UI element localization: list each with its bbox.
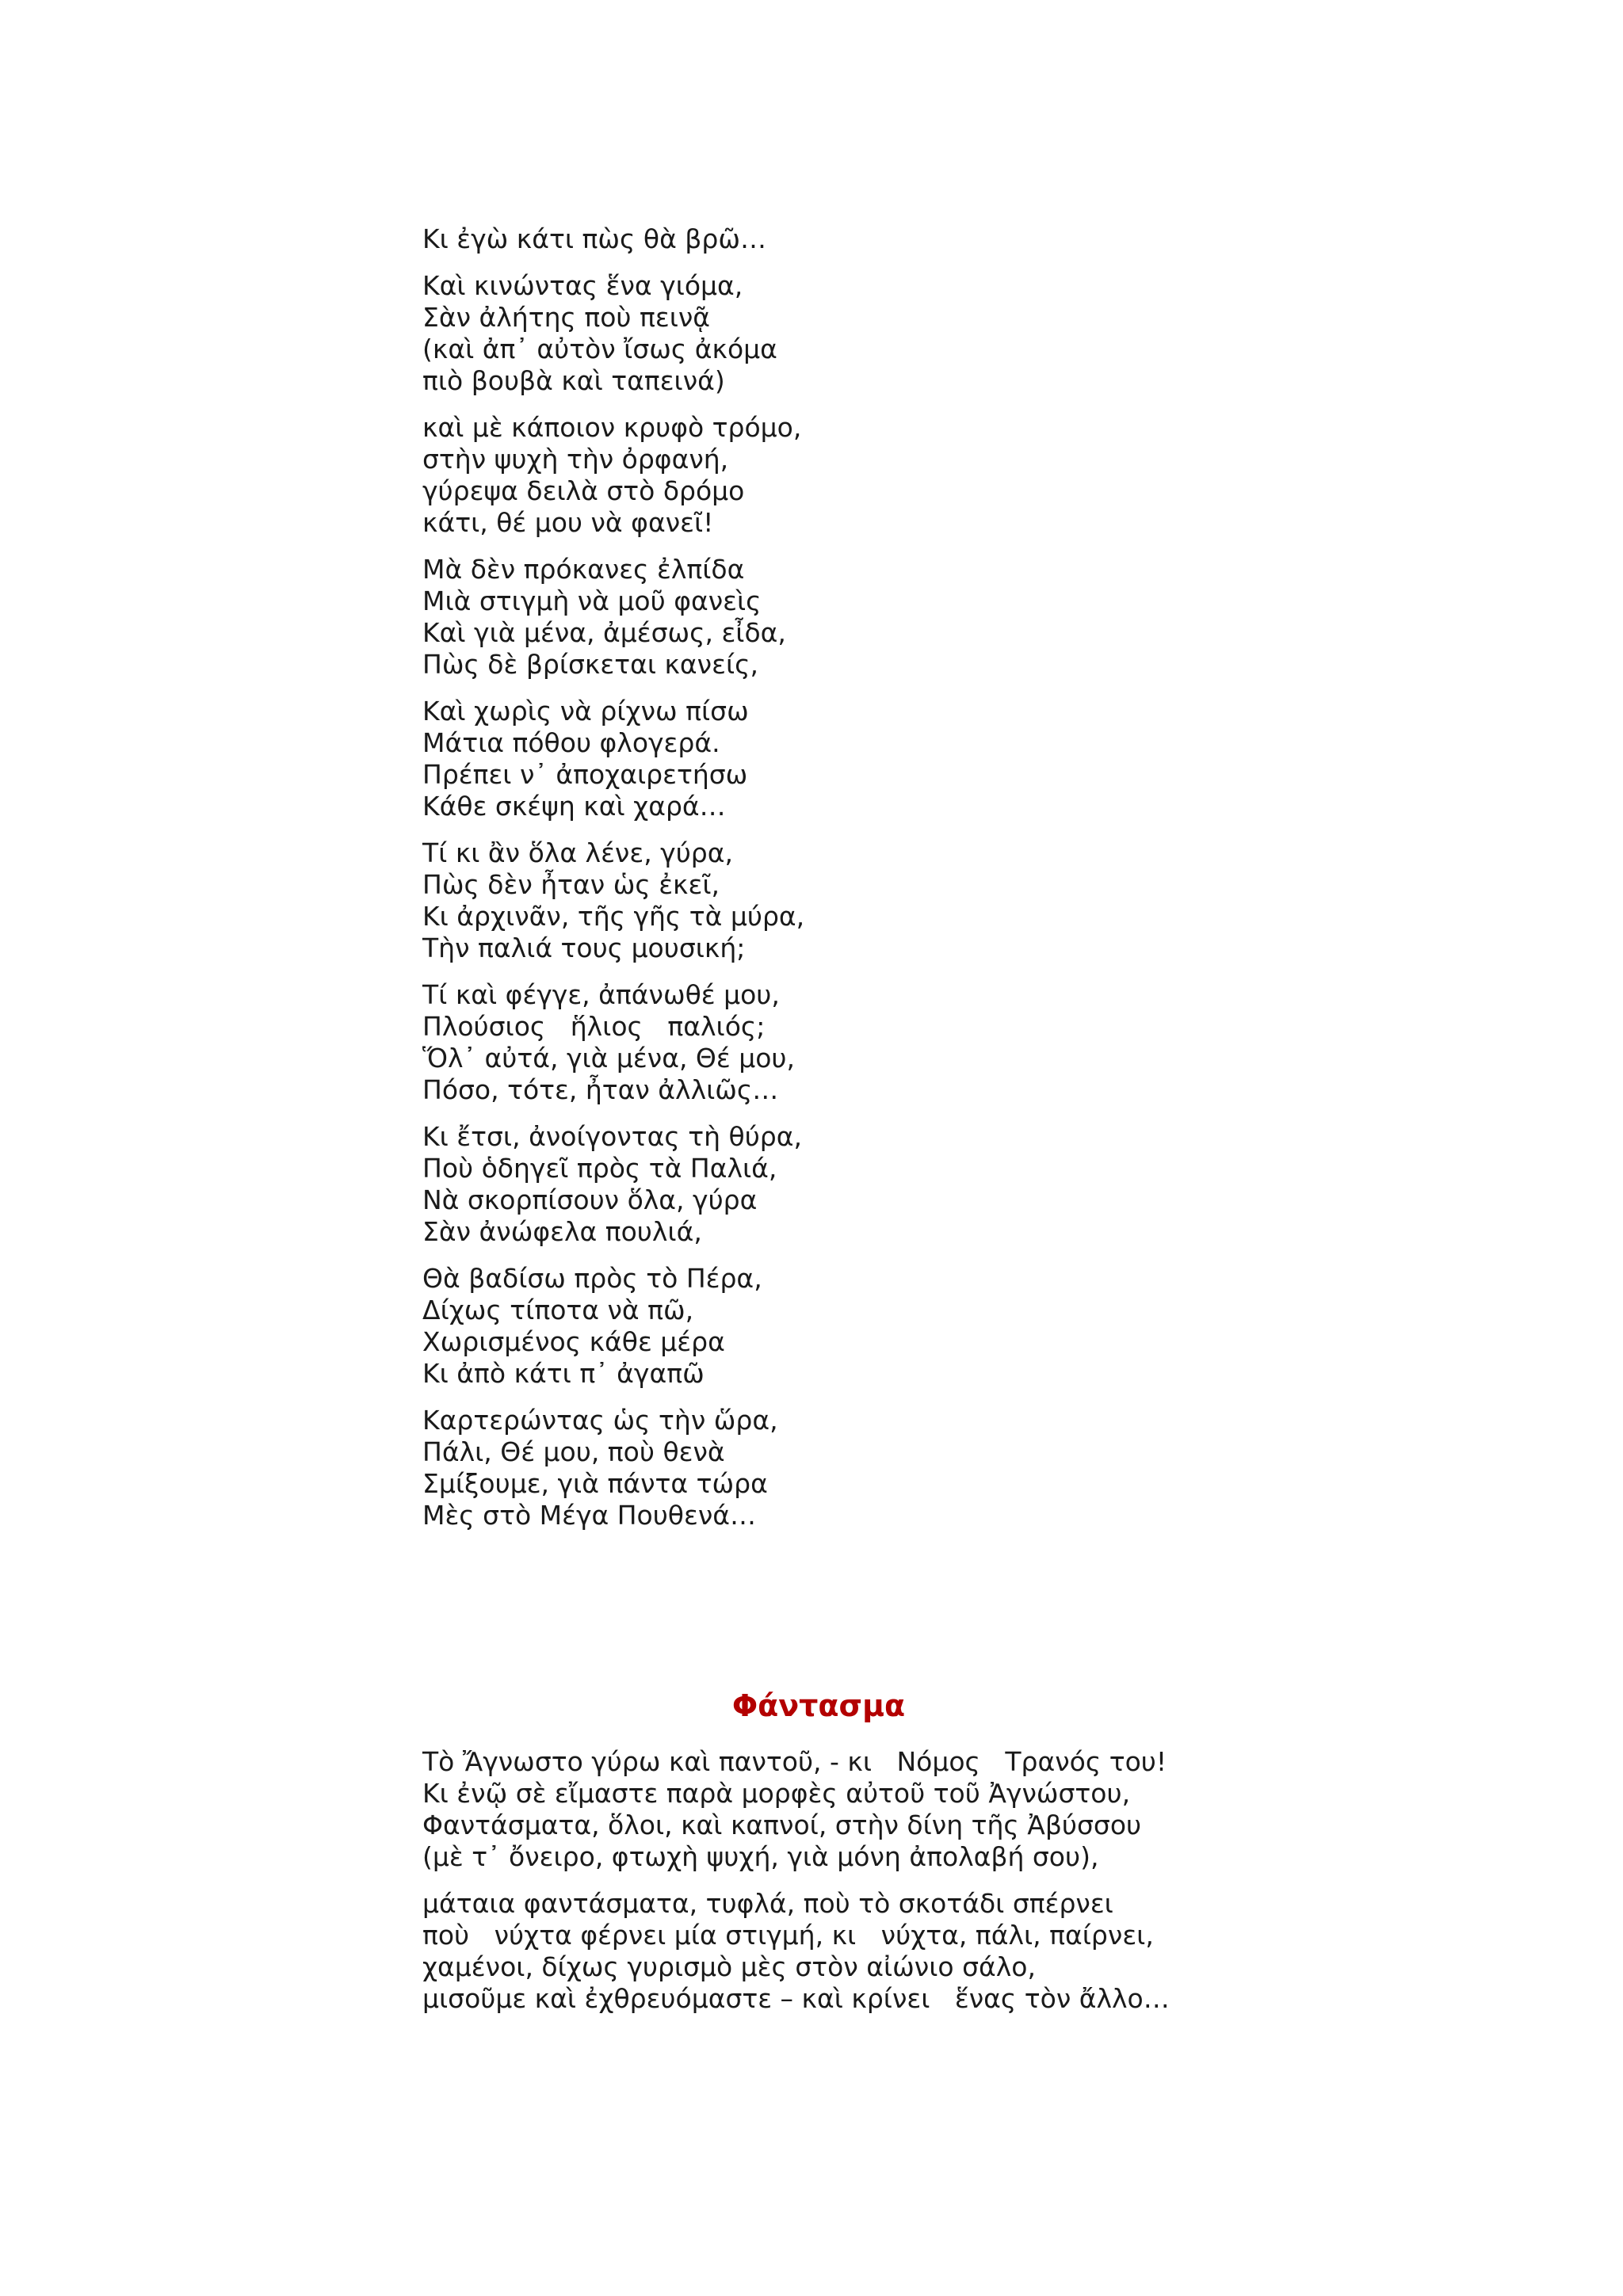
stanza-9: [422, 1263, 1294, 1390]
verse-line: Καὶ γιὰ μένα, ἀμέσως, εἶδα,: [422, 617, 786, 648]
poem-fantasma: [422, 1746, 1373, 2030]
verse-line: μάταια φαντάσματα, τυφλά, ποὺ τὸ σκοτάδι σπέρνει: [422, 1888, 1113, 1919]
verse-line: (καὶ ἀπ᾽ αὐτὸν ἴσως ἀκόμα: [422, 334, 777, 364]
verse-line: Μιὰ στιγμὴ νὰ μοῦ φανεὶς: [422, 585, 762, 616]
stanza-6: [422, 837, 1294, 964]
stanza-2: [422, 270, 1294, 397]
verse-line: Σὰν ἀνώφελα πουλιά,: [422, 1216, 702, 1247]
verse-line: Νὰ σκορπίσουν ὅλα, γύρα: [422, 1184, 758, 1215]
verse-line: Τὴν παλιά τους μουσική;: [422, 933, 746, 963]
stanza-4: [422, 554, 1294, 681]
verse-line: Δίχως τίποτα νὰ πῶ,: [422, 1295, 694, 1325]
verse-line: Πὼς δὲ βρίσκεται κανείς,: [422, 649, 758, 680]
verse-line: Πλούσιος ἥλιος παλιός;: [422, 1011, 766, 1042]
stanza-1: [422, 1746, 1373, 1873]
verse-line: (μὲ τ᾽ ὄνειρο, φτωχὴ ψυχή, γιὰ μόνη ἀπολαβή σου),: [422, 1841, 1099, 1872]
verse-line: στὴν ψυχὴ τὴν ὀρφανή,: [422, 444, 729, 475]
stanza-7: [422, 979, 1294, 1106]
verse-line: Κι ἐγὼ κάτι πὼς θὰ βρῶ…: [422, 223, 766, 254]
verse-line: Σμίξουμε, γιὰ πάντα τώρα: [422, 1468, 768, 1499]
verse-line: χαμένοι, δίχως γυρισμὸ μὲς στὸν αἰώνιο σάλο,: [422, 1951, 1036, 1982]
stanza-8: [422, 1121, 1294, 1248]
verse-line: Κι ἀπὸ κάτι π᾽ ἀγαπῶ: [422, 1358, 705, 1389]
verse-line: μισοῦμε καὶ ἐχθρευόμαστε – καὶ κρίνει ἕνας τὸν ἄλλο…: [422, 1983, 1170, 2014]
verse-line: Κι ἐνῷ σὲ εἴμαστε παρὰ μορφὲς αὐτοῦ τοῦ Ἀγνώστου,: [422, 1778, 1131, 1809]
verse-line: πιὸ βουβὰ καὶ ταπεινά): [422, 365, 725, 396]
verse-line: Πάλι, Θέ μου, ποὺ θενὰ: [422, 1436, 725, 1467]
verse-line: Τί καὶ φέγγε, ἀπάνωθέ μου,: [422, 979, 780, 1010]
verse-line: καὶ μὲ κάποιον κρυφὸ τρόμο,: [422, 412, 802, 443]
verse-line: Κι ἔτσι, ἀνοίγοντας τὴ θύρα,: [422, 1121, 802, 1152]
stanza-10: [422, 1405, 1294, 1531]
poem-continuation: [422, 223, 1294, 1547]
verse-line: Κάθε σκέψη καὶ χαρά…: [422, 791, 726, 822]
verse-line: Καρτερώντας ὡς τὴν ὥρα,: [422, 1405, 778, 1436]
verse-line: Πὼς δὲν ἦταν ὡς ἐκεῖ,: [422, 869, 720, 900]
verse-line: Μάτια πόθου φλογερά.: [422, 727, 720, 758]
verse-line: Τί κι ἂν ὅλα λένε, γύρα,: [422, 837, 733, 868]
verse-line: Πρέπει ν᾽ ἀποχαιρετήσω: [422, 759, 748, 790]
verse-line: Φαντάσματα, ὅλοι, καὶ καπνοί, στὴν δίνη τῆς Ἀβύσσου: [422, 1810, 1142, 1840]
verse-line: Πόσο, τότε, ἦταν ἀλλιῶς…: [422, 1074, 779, 1105]
verse-line: Χωρισμένος κάθε μέρα: [422, 1326, 725, 1357]
verse-line: κάτι, θέ μου νὰ φανεῖ!: [422, 507, 714, 538]
verse-line: Μὲς στὸ Μέγα Πουθενά…: [422, 1500, 757, 1531]
verse-line: Ὅλ᾽ αὐτά, γιὰ μένα, Θέ μου,: [422, 1043, 795, 1074]
verse-line: Ποὺ ὁδηγεῖ πρὸς τὰ Παλιά,: [422, 1153, 777, 1184]
stanza-1: [422, 223, 1294, 255]
verse-line: Μὰ δὲν πρόκανες ἐλπίδα: [422, 554, 745, 585]
verse-line: ποὺ νύχτα φέρνει μία στιγμή, κι νύχτα, πάλι, παίρνει,: [422, 1920, 1154, 1951]
stanza-2: [422, 1888, 1373, 2015]
verse-line: γύρεψα δειλὰ στὸ δρόμο: [422, 475, 745, 506]
verse-line: Σὰν ἀλήτης ποὺ πεινᾷ: [422, 302, 711, 333]
verse-line: Κι ἀρχινᾶν, τῆς γῆς τὰ μύρα,: [422, 901, 805, 932]
verse-line: Τὸ Ἄγνωστο γύρω καὶ παντοῦ, - κι Νόμος Τρανός του!: [422, 1746, 1167, 1777]
stanza-3: [422, 412, 1294, 539]
verse-line: Καὶ χωρὶς νὰ ρίχνω πίσω: [422, 696, 749, 727]
poem-title: Φάντασμα: [731, 1688, 906, 1723]
verse-line: Καὶ κινώντας ἕνα γιόμα,: [422, 270, 743, 301]
verse-line: Θὰ βαδίσω πρὸς τὸ Πέρα,: [422, 1263, 762, 1294]
stanza-5: [422, 696, 1294, 822]
